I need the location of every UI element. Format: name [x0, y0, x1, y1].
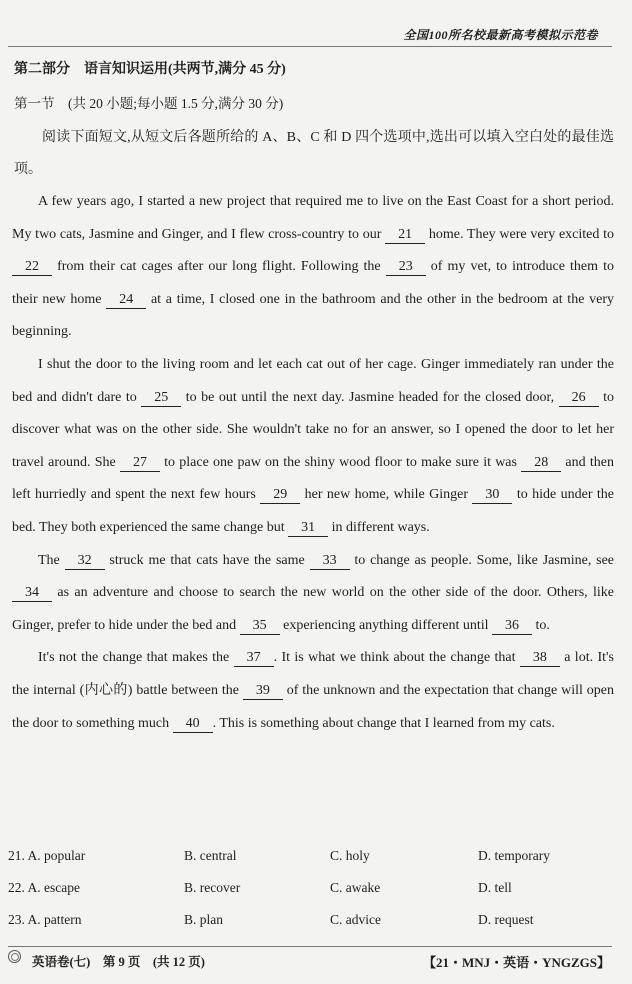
exam-series-header: 全国100所名校最新高考模拟示范卷: [403, 28, 598, 42]
footer-divider: [8, 946, 612, 947]
text-span: to be out until the next day. Jasmine headed for the closed door,: [181, 389, 559, 405]
blank-29: 29: [260, 487, 300, 504]
text-span: her new home, while Ginger: [300, 487, 473, 503]
text-span: home. They were very excited to: [425, 226, 614, 242]
option-b: B. central: [184, 848, 237, 863]
text-span: . It is what we think about the change that: [273, 650, 520, 666]
option-d: D. temporary: [478, 848, 550, 863]
page-info: 英语卷(七) 第 9 页 (共 12 页): [32, 955, 205, 969]
blank-30: 30: [472, 487, 512, 504]
question-23-options: [8, 912, 608, 944]
blank-35: 35: [240, 618, 280, 635]
text-span: of the unknown and the expectation that change will open the door to something much: [12, 682, 614, 731]
text-span: in different ways.: [328, 519, 430, 535]
option-a: 23. A. pattern: [8, 912, 82, 927]
blank-37: 37: [234, 650, 274, 667]
option-b: B. recover: [184, 880, 241, 895]
text-span: to hide under the bed. They both experienced the same change but: [12, 487, 614, 535]
text-span: of my vet, to introduce them to their new home: [12, 259, 614, 307]
text-span: to change as people. Some, like Jasmine, see: [349, 552, 615, 568]
blank-24: 24: [106, 292, 146, 309]
option-d: D. tell: [478, 880, 512, 895]
text-span: to place one paw on the shiny wood floor to make sure it was: [159, 454, 522, 470]
text-span: to discover what was on the other side. She wouldn't take no for an answer, so I opened the door to let her travel around. She: [12, 389, 615, 470]
text-span: It's not the change that makes the: [38, 650, 234, 666]
instructions: 阅读下面短文,从短文后各题所给的 A、B、C 和 D 四个选项中,选出可以填入空白处的最佳选项。: [14, 130, 614, 177]
blank-23: 23: [386, 259, 426, 276]
section-title: 第一节 (共 20 小题;每小题 1.5 分,满分 30 分): [14, 96, 284, 111]
option-a: 22. A. escape: [8, 880, 80, 895]
text-span: A few years ago, I started a new project that required me to live on the East Coast for a short period. My two cats, Jasmine and Ginger, and I flew cross-country to our: [12, 194, 614, 242]
text-span: a lot. It's the internal (内心的) battle between the: [12, 650, 614, 698]
blank-27: 27: [120, 455, 160, 472]
text-span: from their cat cages after our long flight. Following the: [52, 259, 386, 275]
header-divider: [8, 46, 612, 47]
text-span: as an adventure and choose to search the new world on the other side of the door. Others, like Ginger, prefer to hide under the bed and: [12, 585, 614, 633]
blank-22: 22: [12, 259, 52, 276]
blank-33: 33: [310, 553, 350, 570]
option-d: D. request: [478, 912, 534, 927]
question-22-options: [8, 880, 608, 912]
blank-34: 34: [12, 585, 52, 602]
paragraph-4: [12, 642, 614, 740]
cloze-passage: [12, 186, 614, 740]
blank-21: 21: [385, 227, 425, 244]
blank-26: 26: [559, 390, 599, 407]
exam-code: 【21・MNJ・英语・YNGZGS】: [422, 955, 610, 970]
blank-28: 28: [521, 455, 561, 472]
text-span: The: [38, 552, 65, 568]
option-a: 21. A. popular: [8, 848, 86, 863]
text-span: to.: [532, 617, 550, 633]
text-span: I shut the door to the living room and let each cat out of her cage. Ginger immediately ran under the bed and didn't dare to: [12, 356, 614, 405]
paragraph-2: [12, 349, 614, 545]
option-c: C. advice: [330, 912, 381, 927]
blank-38: 38: [520, 650, 560, 667]
blank-39: 39: [243, 683, 283, 700]
paragraph-1: [12, 186, 614, 349]
part-title: 第二部分 语言知识运用(共两节,满分 45 分): [14, 62, 286, 77]
option-c: C. awake: [330, 880, 381, 895]
text-span: . This is something about change that I learned from my cats.: [212, 715, 555, 731]
question-21-options: [8, 848, 608, 880]
text-span: experiencing anything different until: [279, 617, 493, 633]
paragraph-3: [12, 545, 614, 643]
blank-40: 40: [173, 716, 213, 733]
text-span: and then left hurriedly and spent the next few hours: [12, 454, 614, 503]
text-span: struck me that cats have the same: [104, 552, 310, 568]
text-span: at a time, I closed one in the bathroom and the other in the bedroom at the very beginning.: [12, 291, 614, 340]
blank-25: 25: [141, 390, 181, 407]
blank-36: 36: [492, 618, 532, 635]
option-b: B. plan: [184, 912, 223, 927]
option-c: C. holy: [330, 848, 370, 863]
answer-options: [8, 848, 608, 944]
blank-31: 31: [288, 520, 328, 537]
circle-logo-icon: [8, 950, 21, 963]
blank-32: 32: [65, 553, 105, 570]
